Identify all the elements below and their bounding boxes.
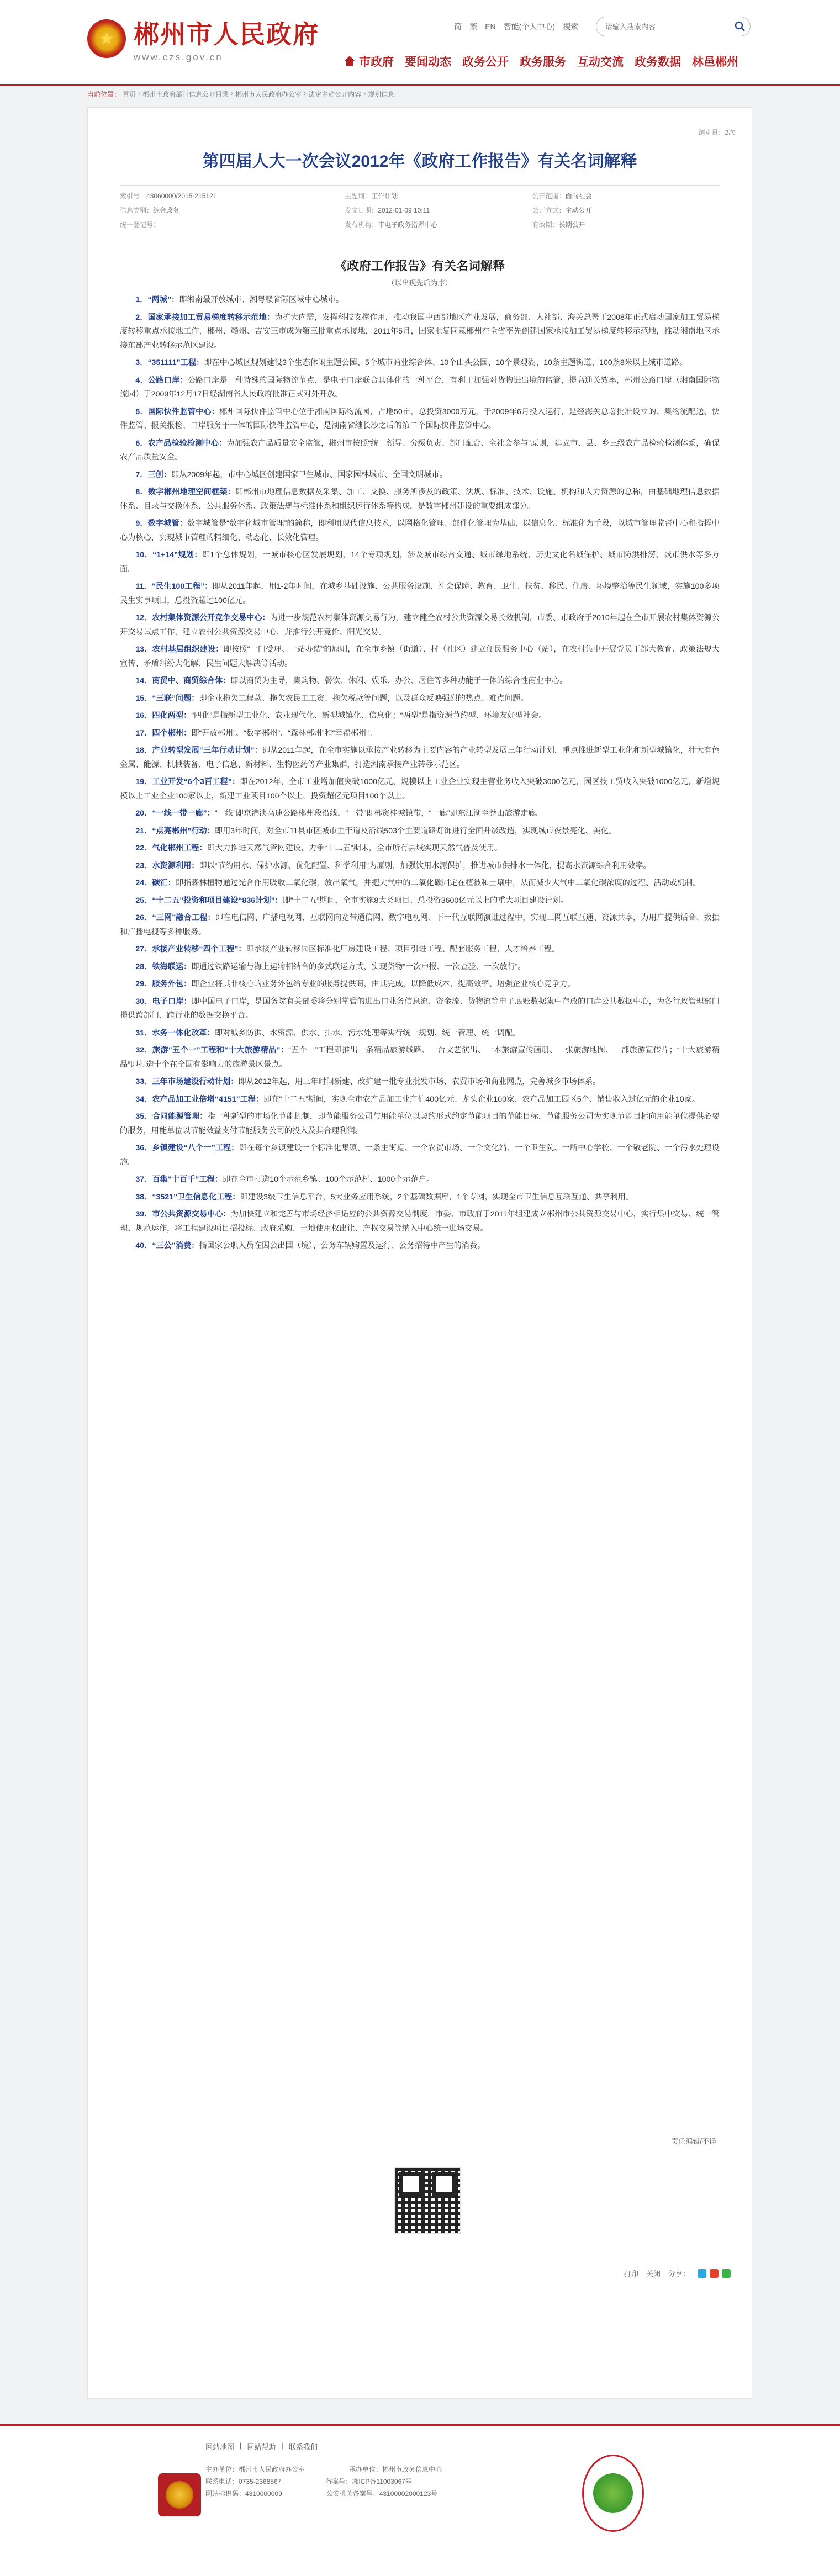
term-name: 34．农产品加工业倍增“4151”工程： [135,1094,264,1104]
footer-info-item: 主办单位：郴州市人民政府办公室 [205,2466,305,2473]
term-name: 11．“民生100工程”： [135,582,213,591]
term-paragraph [120,374,720,402]
meta-field [532,205,720,215]
term-definition: 郴州国际快件监管中心位于湘南国际物流园，占地50亩，总投资3000万元，于2009年6月投入运行，是经海关总署批准设立的、集物流配送、快件监管、报关报检、口岸服务于一体的国际快件监管中心，是湖南省继长沙之后的第二个国际快件监管中心。 [120,407,720,430]
meta-value: 工作计划 [371,192,398,200]
term-name: 25．“十二五”投资和项目建设“836计划”： [135,896,283,905]
term-name: 2．国家承接加工贸易梯度转移示范地： [135,313,275,322]
term-name: 8．数字郴州地理空间框架： [135,488,236,496]
term-paragraph [120,1141,720,1170]
term-name: 30．电子口岸： [135,997,192,1006]
term-paragraph [120,727,720,741]
term-paragraph [120,611,720,639]
meta-field [120,205,345,215]
view-count: 浏览量：2次 [698,129,735,136]
breadcrumb-item[interactable]: 首页 [123,91,136,98]
term-paragraph [120,911,720,939]
site-footer [0,2424,840,2576]
breadcrumb [87,89,394,99]
term-name: 12．农村集体资源公开竞争交易中心： [135,613,270,622]
footer-info-item: 联系电话：0735-2368567 [205,2478,282,2485]
term-definition: 公路口岸是一种特殊的国际物流节点，是电子口岸联合具体化的一种平台，有利于加强对货物进出境的监管，提高通关效率，郴州公路口岸（湘南国际物流园）于2009年12月17日经湖南省人民政府批准正式对外开放。 [120,375,720,399]
footer-info-item: 网站标识码：4310000009 [205,2490,282,2498]
term-paragraph [120,894,720,908]
meta-key: 公开方式： [532,207,566,214]
term-definition: 即1个总体规划，一城市核心区发展规划，14个专项规划，涉及城市综合交通、城市绿地系统、历史文化名城保护、城市防洪排涝、城市供水等多方面。 [120,551,720,574]
term-name: 3．“351111”工程： [135,358,204,367]
meta-key: 公开范围： [532,192,566,200]
meta-field [345,205,532,215]
term-paragraph [120,960,720,975]
responsible-editor: 责任编辑/不详 [671,2137,716,2145]
meta-key: 发文日期： [345,207,378,214]
nav-item-home[interactable] [338,53,399,70]
term-paragraph [120,437,720,465]
meta-value: 2012-01-09 10:11 [378,207,430,214]
breadcrumb-prefix: 当前位置： [87,91,121,98]
meta-value: 面向社会 [565,192,592,200]
simplified-chinese-link[interactable]: 简 [454,22,462,31]
term-definition: 即湘南最开放城市、湘粤赣省际区域中心城市。 [179,295,344,304]
term-name: 29．服务外包： [135,980,192,988]
term-definition: 为进一步规范农村集体资源交易行为，建立健全农村公共资源交易长效机制，市委、市政府于2010年起在全市开展农村集体资源公开交易试点工作，建立农村公共资源交易中心，并推行公开竞价、阳光交易。 [120,613,720,637]
article-meta [120,185,720,235]
term-definition: 即在电信网、广播电视网、互联网向宽带通信网、数字电视网、下一代互联网演进过程中，实现三网互联互通、资源共享，为用户提供话音、数据和广播电视等多种服务。 [120,913,720,937]
term-definition: 即大力推进天然气管网建设，力争“十二五”期末，全市所有县城实现天然气普及使用。 [207,844,503,853]
footer-info [205,2463,442,2500]
term-name: 35．合同能源管理： [135,1112,208,1121]
term-paragraph [120,356,720,371]
term-paragraph [120,977,720,992]
term-definition: 即从2011年起，在全市实施以承接产业转移为主要内容的产业转型发展三年行动计划，重点推进新型工业化和新型城镇化，壮大有色金属、能源、机械装备、电子信息、新材料、生物医药等产业集群，打造湘南承接产业转移示范区。 [120,746,720,769]
meta-key: 索引号： [120,192,147,200]
term-name: 4．公路口岸： [135,375,188,385]
share-icon[interactable] [698,2269,706,2278]
footer-info-row [205,2463,442,2476]
term-paragraph [120,548,720,576]
term-name: 15．“三联”问题： [135,694,199,703]
nav-item-linyi[interactable]: 林邑郴州 [692,56,738,68]
footer-links [205,2441,318,2452]
term-name: 31．水务一体化改革： [135,1028,215,1038]
article-title: 第四届人大一次会议2012年《政府工作报告》有关名词解释 [202,152,637,171]
term-paragraph [120,580,720,608]
meta-value: 长期公开 [558,221,585,229]
nav-item-data[interactable]: 政务数据 [635,56,681,68]
term-name: 10．“1+14”规划： [135,551,202,559]
meta-value: 主动公开 [565,207,592,214]
term-definition: 即企业将其非核心的业务外包给专业的服务提供商，由其完成，以降低成本、提高效率、增强企业核心竞争力。 [191,980,575,988]
footer-link-sitemap[interactable]: 网站地图 [205,2443,235,2451]
footer-link-contact[interactable]: 联系我们 [288,2443,318,2451]
article-body [120,293,720,1257]
term-definition: 即在每个乡镇建设一个标准化集镇、一条主街道、一个农贸市场、一个文化站、一个卫生院、一所中心学校、一个敬老院、一个污水处理设施。 [120,1144,720,1167]
term-name: 13．农村基层组织建设： [135,645,224,654]
term-name: 33．三年市场建设行动计划： [135,1077,239,1086]
print-button[interactable]: 打印 [624,2270,638,2278]
term-definition: 即承接产业转移园区标准化厂房建设工程、项目引进工程、配套服务工程、人才培养工程。 [246,945,560,954]
footer-info-row [205,2476,442,2488]
share-icon[interactable] [722,2269,731,2278]
meta-field [532,220,720,229]
site-url: www.czs.gov.cn [134,52,223,62]
footer-info-row [205,2488,442,2500]
share-icons[interactable] [698,2269,731,2278]
share-label: 分享： [668,2270,690,2278]
term-paragraph [120,1093,720,1107]
term-paragraph [120,1239,720,1253]
term-definition: 即建设3级卫生信息平台，5大业务应用系统，2个基础数据库，1个专网，实现全市卫生信息互联互通、共享利用。 [240,1192,634,1202]
nav-item-services[interactable]: 政务服务 [520,56,566,68]
term-definition: 为扩大内需，发挥科技支撑作用，推动我国中西部地区产业发展，商务部、人社部、海关总署于2008年正式启动国家加工贸易梯度转移重点承接地工作，郴州、赣州、吉安三市成为第三批重点承接地，2011年5月，国家批复同意郴州在全省率先创建国家承接加工贸易梯度转移示范地，推动湘南地区承接东部产业转移示范区建设。 [120,313,720,350]
term-paragraph [120,775,720,803]
term-name: 7．三创： [135,470,172,479]
term-definition: 即以“节约用水、保护水源、优化配置、科学利用”为原则，加强饮用水源保护，推进城市供排水一体化，提高水资源综合利用效率。 [199,861,651,870]
footer-info-item: 承办单位：郴州市政务信息中心 [349,2466,442,2473]
term-name: 37．百集“十百千”工程： [135,1175,223,1184]
article-container [87,107,752,2399]
close-button[interactable]: 关闭 [646,2270,661,2278]
term-definition: 即企业拖欠工程款、拖欠农民工工资、拖欠税款等问题，以及群众反映强烈的热点、难点问题。 [199,694,529,703]
term-paragraph [120,311,720,353]
term-paragraph [120,1191,720,1205]
body-title: 《政府工作报告》有关名词解释 [334,259,505,273]
term-definition: “五个一”工程即推出一条精品旅游线路、一台文艺演出、一本旅游宣传画册、一张旅游地图、一部旅游宣传片；“十大旅游精品”即打造十个在全国有影响力的旅游景区景点。 [120,1046,720,1069]
term-name: 9．数字城管： [135,519,187,528]
term-paragraph [120,824,720,839]
qr-code-icon [394,2167,461,2234]
term-name: 5．国际快件监管中心： [135,407,220,416]
search-box [596,17,751,36]
term-definition: 为加强农产品质量安全监管，郴州市按照“统一领导、分级负责、部门配合、全社会参与”原则，建立市、县、乡三级农产品检验检测体系，确保农产品质量安全。 [120,438,720,462]
term-name: 23．水资源利用： [135,861,199,870]
meta-field [532,191,720,200]
meta-field [120,191,345,200]
term-paragraph [120,1027,720,1041]
term-definition: 即在全市打造10个示范乡镇、100个示范村、1000个示范户。 [223,1175,435,1184]
term-definition: 为加快建立和完善与市场经济相适应的公共资源交易制度，市委、市政府于2011年组建成立郴州市公共资源交易中心，实行集中交易、统一管理、规范运作，将工程建设项目招投标、政府采购、土地使用权出让、产权交易等纳入中心统一进场交易。 [120,1210,720,1233]
main-nav [338,53,744,70]
term-paragraph [120,692,720,706]
term-paragraph [120,807,720,821]
nav-item-news[interactable]: 要闻动态 [405,56,451,68]
search-icon[interactable] [735,21,746,32]
term-name: 20．“一线一带一廊”： [135,809,215,818]
term-name: 40．“三公”消费： [135,1241,199,1250]
term-definition: 即在2012年，全市工业增加值突破1000亿元，规模以上工业企业实现主营业务收入突破3000亿元，园区技工贸收入突破1000亿元，新增规模以上工业企业100家以上，新建工业项目100个以上，投资超亿元项目100个以上。 [120,777,720,801]
term-definition: 数字城管是“数字化城市管理”的简称，即利用现代信息技术，以网格化管理、部件化管理为基础，以信息化、标准化为手段，以城市管理监督中心和指挥中心为核心，实现城市管理的精细化、动态化、长效化管理。 [120,519,720,542]
site-title: 郴州市人民政府 [134,20,319,49]
footer-emblem-icon [158,2473,201,2516]
breadcrumb-item[interactable]: 规划信息 [368,91,395,98]
term-name: 38．“3521”卫生信息化工程： [135,1192,240,1202]
footer-info-item: 备案号：湘ICP备11003067号 [325,2478,412,2485]
term-paragraph [120,468,720,483]
body-subtitle: （以出现先后为序） [387,279,452,287]
term-name: 18．产业转型发展“三年行动计划”： [135,746,262,755]
term-name: 14．商贸中、商贸综合体： [135,676,231,685]
term-definition: “四化”是指新型工业化、农业现代化、新型城镇化、信息化；“两型”是指资源节约型、环境友好型社会。 [191,711,547,720]
site-header [0,0,840,86]
term-paragraph [120,293,720,308]
meta-value: 综合政务 [153,207,180,214]
top-links [454,17,751,36]
user-center-link[interactable]: 智能(个人中心) [503,22,555,31]
footer-info-item: 公安机关备案号：43100002000123号 [326,2490,438,2498]
meta-key: 统一登记号： [120,221,160,229]
term-name: 19．工业开发“6个3百工程”： [135,777,240,786]
term-definition: 指国家公职人员在因公出国（境）、公务车辆购置及运行、公务招待中产生的消费。 [199,1241,485,1250]
term-name: 1．“两城”： [135,295,179,304]
term-paragraph [120,876,720,891]
term-name: 22．气化郴州工程： [135,844,207,853]
term-paragraph [120,709,720,723]
term-definition: 即按照“一门受理、一站办结”的原则，在全市乡镇（街道）、村（社区）建立便民服务中心（站），在农村集中开展党员干部大教育、政策法规大宣传、矛盾纠纷大化解、民生问题大解决等活动。 [120,645,720,668]
site-logo[interactable] [87,14,319,63]
term-paragraph [120,485,720,514]
breadcrumb-separator: › [304,89,307,97]
term-paragraph [120,1110,720,1138]
term-definition: “一线”即京港澳高速公路郴州段沿线，“一带”即郴资桂城镇带，“一廊”即东江湖至莽山旅游走廊。 [214,809,544,818]
term-definition: 即通过铁路运输与海上运输相结合的多式联运方式，实现货物“一次申报、一次查验、一次放行”。 [191,962,526,971]
english-link[interactable]: EN [485,22,496,31]
term-paragraph [120,517,720,545]
term-paragraph [120,859,720,874]
term-name: 28．铁海联运： [135,962,192,971]
traditional-chinese-link[interactable]: 繁 [469,22,478,31]
term-name: 36．乡镇建设“八个一”工程： [135,1144,239,1152]
breadcrumb-item[interactable]: 法定主动公开内容 [308,91,362,98]
meta-field [120,220,345,229]
term-name: 26．“三网”融合工程： [135,913,215,922]
gov-site-badge-icon[interactable] [582,2455,644,2532]
term-paragraph [120,405,720,433]
footer-separator: | [281,2441,283,2450]
term-definition: 即中国电子口岸，是国务院有关部委将分别掌管的进出口业务信息流、资金流、货物流等电子底账数据集中存放的口岸公共数据中心，为各行政管理部门提供跨部门、跨行业的数据交换平台。 [120,997,720,1020]
term-name: 17．四个郴州： [135,728,192,738]
breadcrumb-separator: › [363,89,366,97]
term-name: 32．旅游“五个一”工程和“十大旅游精品”： [135,1046,289,1055]
breadcrumb-separator: › [231,89,234,97]
term-paragraph [120,995,720,1023]
term-paragraph [120,643,720,671]
meta-value: 43060000/2015-215121 [146,192,217,200]
article-tools [624,2268,731,2278]
term-definition: 即郴州市地理信息数据及采集、加工、交换、服务所涉及的政策、法规、标准、技术、设施、机构和人力资源的总称，由基础地理信息数据体系、目录与交换体系、公共服务体系、政策法规与标准体系和组织运行体系等构成，是数字郴州建设的重要组成部分。 [120,488,720,511]
term-definition: 即在“十二五”期间，实现全市农产品加工业产值400亿元、龙头企业100家、农产品加工园区5个、销售收入过亿元的企业10家。 [263,1094,700,1104]
term-definition: 即从2009年起，市中心城区创建国家卫生城市、国家园林城市、全国文明城市。 [171,470,447,479]
meta-field [345,220,532,229]
meta-field [345,191,532,200]
term-paragraph [120,1173,720,1187]
meta-value: 市电子政务指挥中心 [378,221,438,229]
search-link[interactable]: 搜索 [563,22,578,31]
term-definition: 即“十二五”期间，全市实施8大类项目、总投资3600亿元以上的重大项目建设计划。 [282,896,568,905]
term-definition: 即用3年时间，对全市11县市区城市主干道及沿线503个主要道路灯饰进行全面升级改造，实现城市夜景亮化、美化。 [214,826,617,835]
term-definition: 即在中心城区规划建设3个生态休闲主题公园、5个城市商业综合体、10个山头公园、10个景观湖、10条主题街道、100条8米以上城市道路。 [204,358,688,367]
term-paragraph [120,1075,720,1089]
footer-separator: | [240,2441,242,2450]
meta-key: 信息类别： [120,207,154,214]
home-icon [344,56,356,67]
nav-item-label: 市政府 [359,56,394,68]
term-paragraph [120,1044,720,1072]
term-definition: 即从2012年起，用三年时间新建、改扩建一批专业批发市场、农贸市场和商业网点，完善城乡市场体系。 [238,1077,601,1086]
term-paragraph [120,842,720,856]
term-definition: 即“开放郴州”、“数字郴州”、“森林郴州”和“幸福郴州”。 [191,728,377,738]
term-paragraph [120,943,720,957]
term-name: 39．市公共资源交易中心： [135,1210,231,1219]
national-emblem-icon: ★ [87,19,126,58]
term-name: 16．四化两型： [135,711,192,720]
term-definition: 即对城乡防洪、水资源、供水、排水、污水处理等实行统一规划、统一管理、统一调配。 [214,1028,521,1038]
nav-item-disclosure[interactable]: 政务公开 [462,56,509,68]
meta-key: 发布机构： [345,221,378,229]
share-icon[interactable] [710,2269,719,2278]
term-definition: 即指森林植物通过光合作用吸收二氧化碳，放出氧气，并把大气中的二氧化碳固定在植被和土壤中，从而减少大气中二氧化碳浓度的过程、活动或机制。 [175,879,701,887]
term-name: 27．承接产业转移“四个工程”： [135,945,246,954]
meta-key: 主题词： [345,192,372,200]
term-name: 24．碳汇： [135,879,176,887]
breadcrumb-separator: › [138,89,141,97]
term-paragraph [120,674,720,689]
term-definition: 指一种新型的市场化节能机制，即节能服务公司与用能单位以契约形式约定节能项目的节能目标，节能服务公司为实现节能目标向用能单位提供必要的服务，用能单位以节能效益支付节能服务公司的投入及其合理利润。 [120,1112,720,1135]
meta-key: 有效期： [532,221,559,229]
term-paragraph [120,744,720,772]
term-paragraph [120,1208,720,1236]
footer-link-help[interactable]: 网站帮助 [247,2443,276,2451]
nav-item-interaction[interactable]: 互动交流 [577,56,624,68]
breadcrumb-item[interactable]: 郴州市人民政府办公室 [235,91,302,98]
search-input[interactable] [605,23,735,31]
term-name: 21．“点亮郴州”行动： [135,826,215,835]
term-name: 6．农产品检验检测中心： [135,438,227,448]
term-definition: 即从2011年起，用1-2年时间，在城乡基础设施、公共服务设施、社会保障、教育、卫生、扶贫、移民、住房、环境整治等民生领域，实施100多项民生实事项目，总投资超过100亿元。 [120,582,720,605]
term-definition: 即以商贸为主导，集购物、餐饮、休闲、娱乐、办公、居住等多种功能于一体的综合性商业中心。 [230,676,568,685]
breadcrumb-item[interactable]: 郴州市政府部门信息公开目录 [142,91,229,98]
